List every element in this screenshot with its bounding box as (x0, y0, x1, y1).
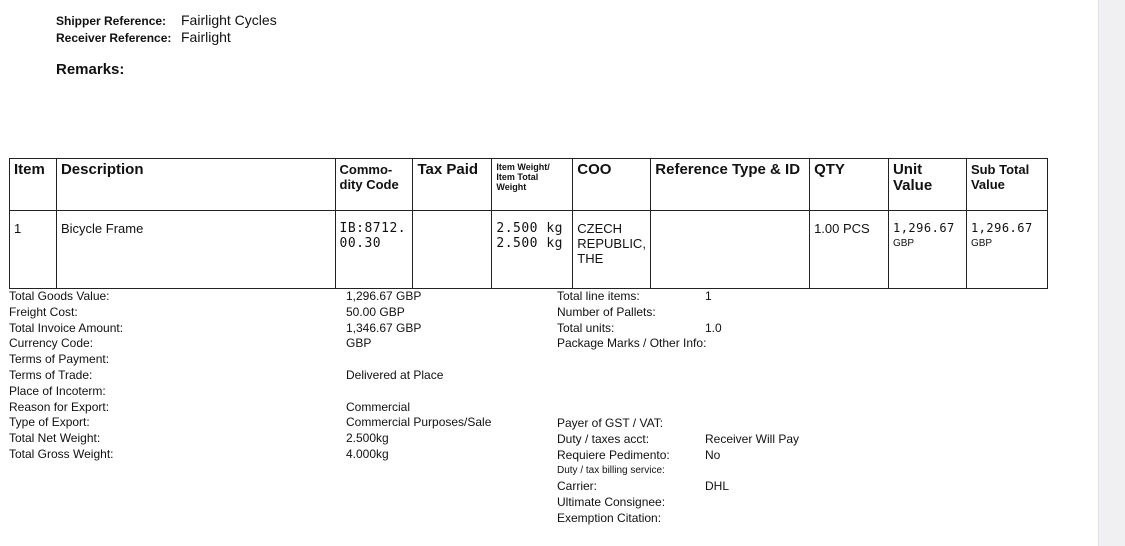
summary-label: Total Invoice Amount: (9, 320, 124, 335)
cell-sub-total-value (966, 211, 1047, 289)
receiver-reference-label: Receiver Reference: (56, 31, 172, 45)
table-row (10, 211, 1048, 289)
duty-info-label: Carrier: (557, 479, 598, 494)
shipment-info-label: Total units: (557, 320, 615, 335)
cell-item: 1 (10, 211, 57, 289)
cell-commodity-code (335, 211, 413, 289)
sub-total-currency: GBP (970, 238, 993, 249)
header-item: Item (10, 159, 57, 211)
cell-item-weight (492, 211, 573, 289)
summary-label: Terms of Payment: (9, 352, 110, 367)
cell-reference-type (651, 211, 810, 289)
summary-label: Freight Cost: (9, 304, 78, 319)
summary-value: 50.00 GBP (346, 304, 405, 319)
cell-description: Bicycle Frame (56, 211, 335, 289)
shipment-info-label: Package Marks / Other Info: (557, 336, 707, 351)
header-coo: COO (573, 159, 651, 211)
header-description: Description (56, 159, 335, 211)
remarks-label: Remarks: (56, 61, 125, 78)
summary-label: Place of Incoterm: (9, 383, 106, 398)
shipment-info-value: 1.0 (705, 320, 722, 335)
shipment-info-value: 1 (705, 289, 712, 303)
summary-values (346, 289, 491, 463)
duty-info-labels (557, 416, 670, 527)
shipper-reference-label: Shipper Reference: (56, 14, 167, 28)
summary-value: 1,296.67 GBP (346, 289, 422, 303)
commodity-code-line2: 00.30 (339, 236, 382, 251)
item-weight: 2.500 kg (496, 221, 563, 236)
duty-info-label: Ultimate Consignee: (557, 494, 666, 509)
commodity-code-line1: IB:8712. (339, 221, 407, 236)
duty-info-value (705, 416, 799, 432)
summary-value: 4.000kg (346, 446, 389, 461)
summary-value: Delivered at Place (346, 367, 444, 382)
cell-qty: 1.00 PCS (810, 211, 889, 289)
summary-label: Total Net Weight: (9, 431, 101, 446)
duty-info-value (705, 495, 799, 511)
duty-info-value (705, 511, 799, 527)
table-header-row (10, 159, 1048, 211)
summary-label: Total Goods Value: (9, 289, 110, 303)
shipment-info-values (705, 289, 722, 352)
summary-label: Total Gross Weight: (9, 446, 114, 461)
summary-label: Reason for Export: (9, 399, 110, 414)
shipper-reference-row (56, 12, 277, 29)
duty-info-label: Requiere Pedimento: (557, 447, 670, 462)
summary-label: Currency Code: (9, 336, 94, 351)
summary-value: Commercial (346, 399, 411, 414)
shipment-info-value (705, 305, 722, 321)
duty-info-values (705, 416, 799, 527)
duty-info-value: Receiver Will Pay (705, 431, 800, 446)
duty-info-value (705, 463, 799, 479)
summary-value: Commercial Purposes/Sale (346, 415, 492, 430)
viewer-side-panel (1098, 0, 1125, 546)
header-reference-type: Reference Type & ID (651, 159, 810, 211)
sub-total-amount: 1,296.67 (970, 221, 1033, 235)
header-item-weight: Item Weight/ Item Total Weight (492, 159, 573, 211)
summary-value: 1,346.67 GBP (346, 320, 422, 335)
cell-tax-paid (413, 211, 492, 289)
receiver-reference-row (56, 29, 277, 46)
reference-block (56, 12, 277, 46)
shipper-reference-value: Fairlight Cycles (181, 12, 277, 28)
header-sub-total-value: Sub Total Value (966, 159, 1047, 211)
summary-label: Type of Export: (9, 415, 90, 430)
duty-info-label: Exemption Citation: (557, 510, 662, 525)
duty-info-value: DHL (705, 479, 730, 494)
shipment-info-label: Number of Pallets: (557, 304, 656, 319)
summary-labels (9, 289, 123, 463)
unit-value-currency: GBP (892, 238, 915, 249)
unit-value-amount: 1,296.67 (892, 221, 955, 235)
summary-value: 2.500kg (346, 431, 389, 446)
summary-label: Terms of Trade: (9, 367, 93, 382)
duty-info-label: Payer of GST / VAT: (557, 416, 664, 430)
shipment-info-labels (557, 289, 706, 352)
cell-coo: CZECH REPUBLIC, THE (573, 211, 651, 289)
header-tax-paid: Tax Paid (413, 159, 492, 211)
duty-info-label: Duty / taxes acct: (557, 431, 650, 446)
duty-info-label: Duty / tax billing service: (557, 465, 665, 477)
receiver-reference-value: Fairlight (181, 29, 231, 45)
cell-unit-value (888, 211, 966, 289)
line-items-table (9, 158, 1048, 289)
item-total-weight: 2.500 kg (496, 236, 563, 251)
header-commodity-code: Commo-dity Code (335, 159, 413, 211)
shipment-info-value (705, 336, 722, 352)
summary-value (346, 352, 491, 368)
header-unit-value: Unit Value (888, 159, 966, 211)
duty-info-value: No (705, 447, 721, 462)
header-qty: QTY (810, 159, 889, 211)
summary-value: GBP (346, 336, 372, 351)
shipment-info-label: Total line items: (557, 289, 640, 303)
summary-value (346, 384, 491, 400)
